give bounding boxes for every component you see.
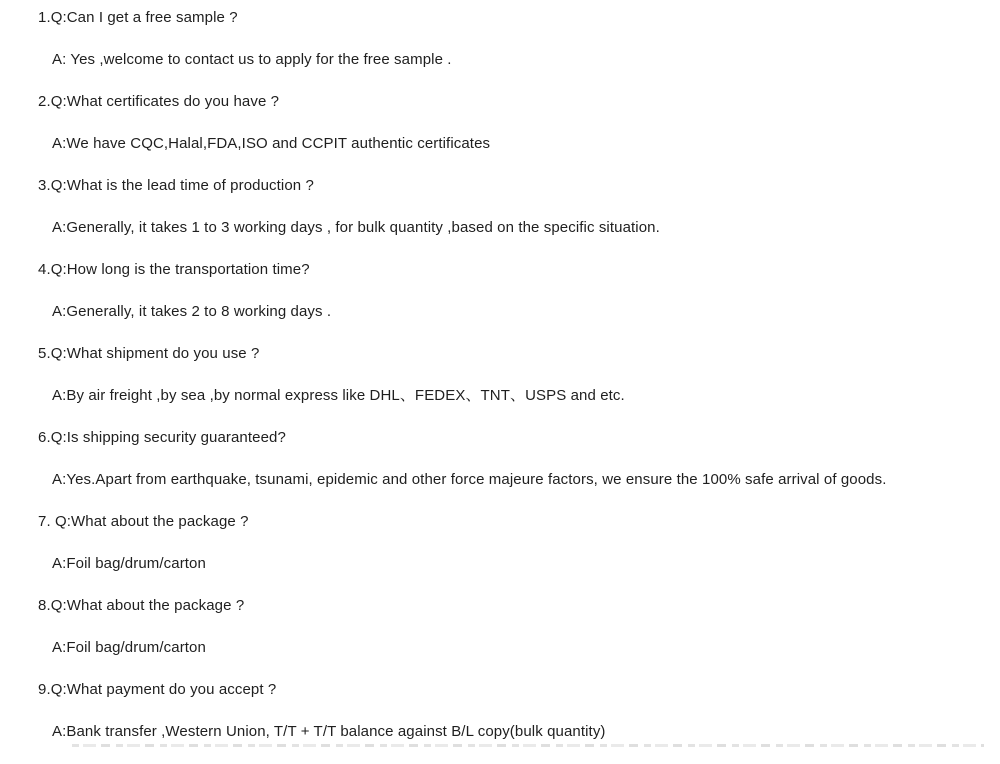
faq-answer-1: A: Yes ,welcome to contact us to apply for the free sample . — [52, 51, 452, 68]
faq-question-8: 8.Q:What about the package ? — [38, 597, 245, 614]
faq-answer-4: A:Generally, it takes 2 to 8 working days . — [52, 303, 332, 320]
faq-answer-9: A:Bank transfer ,Western Union, T/T + T/T balance against B/L copy(bulk quantity) — [52, 723, 606, 740]
faq-answer-2: A:We have CQC,Halal,FDA,ISO and CCPIT authentic certificates — [52, 135, 491, 152]
faq-answer-3: A:Generally, it takes 1 to 3 working days , for bulk quantity ,based on the specific situation. — [52, 219, 660, 236]
faq-answer-8: A:Foil bag/drum/carton — [52, 639, 206, 656]
faq-question-3: 3.Q:What is the lead time of production ? — [38, 177, 314, 194]
faq-question-4: 4.Q:How long is the transportation time? — [38, 261, 310, 278]
faq-question-6: 6.Q:Is shipping security guaranteed? — [38, 429, 286, 446]
faq-answer-7: A:Foil bag/drum/carton — [52, 555, 206, 572]
faq-question-9: 9.Q:What payment do you accept ? — [38, 681, 277, 698]
faq-question-5: 5.Q:What shipment do you use ? — [38, 345, 260, 362]
faq-answer-5: A:By air freight ,by sea ,by normal express like DHL、FEDEX、TNT、USPS and etc. — [52, 387, 625, 404]
clipped-next-text-line — [72, 744, 984, 747]
faq-question-1: 1.Q:Can I get a free sample ? — [38, 9, 238, 26]
faq-question-2: 2.Q:What certificates do you have ? — [38, 93, 280, 110]
faq-answer-6: A:Yes.Apart from earthquake, tsunami, epidemic and other force majeure factors, we ensure the 100% safe arrival of goods. — [52, 471, 887, 488]
faq-question-7: 7. Q:What about the package ? — [38, 513, 249, 530]
